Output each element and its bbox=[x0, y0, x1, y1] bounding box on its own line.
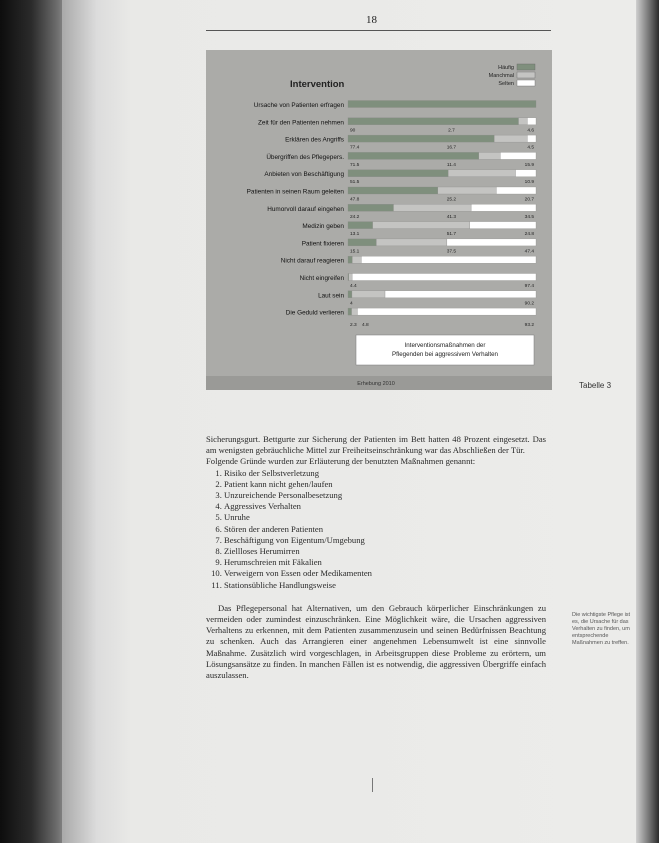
bar-manchmal bbox=[352, 291, 385, 298]
bar-häufig bbox=[348, 187, 438, 194]
bar-selten bbox=[500, 152, 536, 159]
category-label: Medizin geben bbox=[302, 223, 344, 231]
data-label: 4.5 bbox=[527, 145, 534, 151]
bar-selten bbox=[516, 170, 536, 177]
legend-label: Selten bbox=[498, 81, 514, 87]
bar-häufig bbox=[348, 239, 376, 246]
reasons-list bbox=[206, 468, 546, 591]
bar-häufig bbox=[348, 101, 536, 108]
category-label: Patienten in seinen Raum geleiten bbox=[246, 188, 344, 196]
list-item: 3. Unzureichende Personalbesetzung bbox=[224, 490, 546, 501]
paragraph-2: Das Pflegepersonal hat Alternativen, um den Gebrauch körperlicher Einschränkungen zu vermeiden oder zumindest einzuschränken. Eine Möglichkeit wäre, die Ursachen aggressiven Verhaltens zu erkennen, mit dem Patienten zusammenzusein und seinen Bedürfnissen Beachtung zu schenken. Auch das Arrangieren einer angenehmen Lebensumwelt ist eine sinnvolle Maßnahme. Zusätzlich wird vorgeschlagen, in Arbeitsgruppen diese Probleme zu erörtern, um Lösungsansätze zu finden. In manchen Fällen ist es notwendig, die aggressiven Übergriffe einfach auszulassen. bbox=[206, 602, 546, 681]
bar-manchmal bbox=[349, 274, 352, 281]
page-mark bbox=[372, 778, 373, 792]
data-label: 71.5 bbox=[350, 162, 360, 168]
bar-manchmal bbox=[352, 256, 361, 263]
list-item: 10. Verweigern von Essen oder Medikamenten bbox=[224, 568, 546, 579]
list-item: 1. Risiko der Selbstverletzung bbox=[224, 468, 546, 479]
bar-selten bbox=[385, 291, 536, 298]
legend-label: Manchmal bbox=[488, 73, 514, 79]
bar-manchmal bbox=[376, 239, 447, 246]
list-item: 8. Ziellloses Herumirren bbox=[224, 546, 546, 557]
category-label: Übergriffen des Pflegepers. bbox=[266, 153, 344, 161]
category-label: Nicht eingreifen bbox=[299, 275, 344, 282]
data-label: 11.4 bbox=[446, 162, 456, 168]
list-item: 4. Aggressives Verhalten bbox=[224, 501, 546, 512]
data-label: 90 bbox=[350, 128, 356, 134]
bar-selten bbox=[496, 187, 536, 194]
category-label: Die Geduld verlieren bbox=[285, 309, 344, 317]
page-number: 18 bbox=[366, 14, 377, 26]
bar-selten bbox=[471, 204, 536, 211]
bar-häufig bbox=[348, 118, 519, 125]
category-label: Zeit für den Patienten nehmen bbox=[258, 119, 344, 127]
bar-manchmal bbox=[479, 152, 500, 159]
book-spine-shadow bbox=[0, 0, 70, 843]
bar-selten bbox=[357, 308, 536, 315]
bottom-tick-label: 2.3 bbox=[350, 323, 357, 328]
data-label: 4 bbox=[350, 301, 353, 307]
bar-manchmal bbox=[352, 308, 358, 315]
chart-panel bbox=[206, 50, 552, 390]
bar-häufig bbox=[348, 204, 393, 211]
data-label: 47.4 bbox=[524, 249, 534, 255]
bar-selten bbox=[352, 274, 536, 281]
bar-selten bbox=[447, 239, 536, 246]
page-edge-shadow bbox=[636, 0, 659, 843]
body-text bbox=[206, 434, 546, 681]
bar-chart bbox=[206, 50, 552, 390]
margin-note: Die wichtigste Pflege ist es, die Ursache für das Verhalten zu finden, um entsprechende Maßnahmen zu treffen. bbox=[572, 612, 631, 646]
data-label: 4.4 bbox=[350, 284, 357, 289]
data-label: 24.2 bbox=[350, 214, 360, 220]
data-label: 15.9 bbox=[524, 162, 534, 168]
data-label: 90.2 bbox=[524, 301, 534, 307]
data-label: 16.7 bbox=[446, 145, 457, 151]
header-rule bbox=[206, 30, 551, 31]
list-item: 6. Stören der anderen Patienten bbox=[224, 524, 546, 535]
bar-häufig bbox=[348, 135, 494, 142]
category-label: Patient fixieren bbox=[301, 240, 344, 248]
bar-häufig bbox=[348, 256, 352, 263]
data-label: 51.5 bbox=[350, 180, 360, 186]
legend-label: Häufig bbox=[498, 65, 514, 71]
data-label: 97.4 bbox=[524, 284, 534, 289]
bar-manchmal bbox=[448, 170, 515, 177]
bar-selten bbox=[527, 118, 536, 125]
data-label: 24.8 bbox=[524, 232, 534, 238]
chart-note-box bbox=[356, 335, 534, 365]
category-label: Humorvoll darauf eingehen bbox=[267, 205, 344, 213]
bar-häufig bbox=[348, 308, 352, 315]
bar-häufig bbox=[348, 291, 352, 298]
bar-manchmal bbox=[393, 204, 471, 211]
bottom-tick-label: 4.8 bbox=[362, 323, 369, 328]
data-label: 37.5 bbox=[446, 249, 457, 255]
bar-selten bbox=[470, 222, 536, 229]
list-intro: Folgende Gründe wurden zur Erläuterung der benutzten Maßnahmen genannt: bbox=[206, 456, 476, 467]
bar-selten bbox=[527, 135, 536, 142]
legend-swatch bbox=[517, 64, 535, 70]
bar-häufig bbox=[348, 222, 373, 229]
data-label: 41.3 bbox=[446, 214, 457, 220]
list-item: 2. Patient kann nicht gehen/laufen bbox=[224, 479, 546, 490]
data-label: 15.1 bbox=[350, 249, 360, 255]
bar-manchmal bbox=[373, 222, 470, 229]
bar-selten bbox=[361, 256, 536, 263]
legend-swatch bbox=[517, 80, 535, 86]
data-label: 25.2 bbox=[446, 197, 457, 203]
data-label: 77.4 bbox=[350, 145, 360, 151]
data-label: 51.7 bbox=[446, 232, 457, 238]
chart-title: Intervention bbox=[290, 79, 345, 90]
figure-caption: Tabelle 3 bbox=[579, 381, 612, 390]
chart-note-text-line1: Interventionsmaßnahmen der bbox=[404, 342, 486, 349]
category-label: Ursache von Patienten erfragen bbox=[253, 102, 344, 109]
category-label: Nicht darauf reagieren bbox=[280, 257, 344, 265]
list-item: 9. Herumschreien mit Fäkalien bbox=[224, 557, 546, 568]
bar-manchmal bbox=[494, 135, 527, 142]
chart-note-text-line2: Pflegenden bei aggressivem Verhalten bbox=[392, 351, 498, 358]
paragraph-1: Sicherungsgurt. Bettgurte zur Sicherung der Patienten im Bett hatten 48 Prozent eingesetzt. Das am wenigsten gebräuchliche Mittel zur Freiheitseinschränkung war das Abschließen der Tür. bbox=[206, 434, 546, 456]
data-label: 34.5 bbox=[524, 214, 534, 220]
data-label: 10.9 bbox=[524, 180, 534, 186]
data-label: 47.8 bbox=[350, 197, 360, 203]
bar-häufig bbox=[348, 170, 448, 177]
data-label: 2.7 bbox=[448, 128, 455, 134]
bar-häufig bbox=[348, 152, 479, 159]
data-label: 13.1 bbox=[350, 232, 360, 238]
bar-manchmal bbox=[438, 187, 496, 194]
list-item: 11. Stationsübliche Handlungsweise bbox=[224, 580, 546, 591]
category-label: Erklären des Angriffs bbox=[285, 136, 344, 144]
category-label: Laut sein bbox=[318, 292, 344, 300]
category-label: Anbieten von Beschäftigung bbox=[264, 171, 344, 179]
legend-swatch bbox=[517, 72, 535, 78]
chart-footer-label: Erhebung 2010 bbox=[357, 381, 395, 387]
bottom-tick-label: 93.2 bbox=[524, 323, 534, 328]
data-label: 4.6 bbox=[527, 128, 534, 134]
bar-manchmal bbox=[519, 118, 528, 125]
list-item: 7. Beschäftigung von Eigentum/Umgebung bbox=[224, 535, 546, 546]
list-item: 5. Unruhe bbox=[224, 512, 546, 523]
data-label: 20.7 bbox=[524, 197, 534, 203]
